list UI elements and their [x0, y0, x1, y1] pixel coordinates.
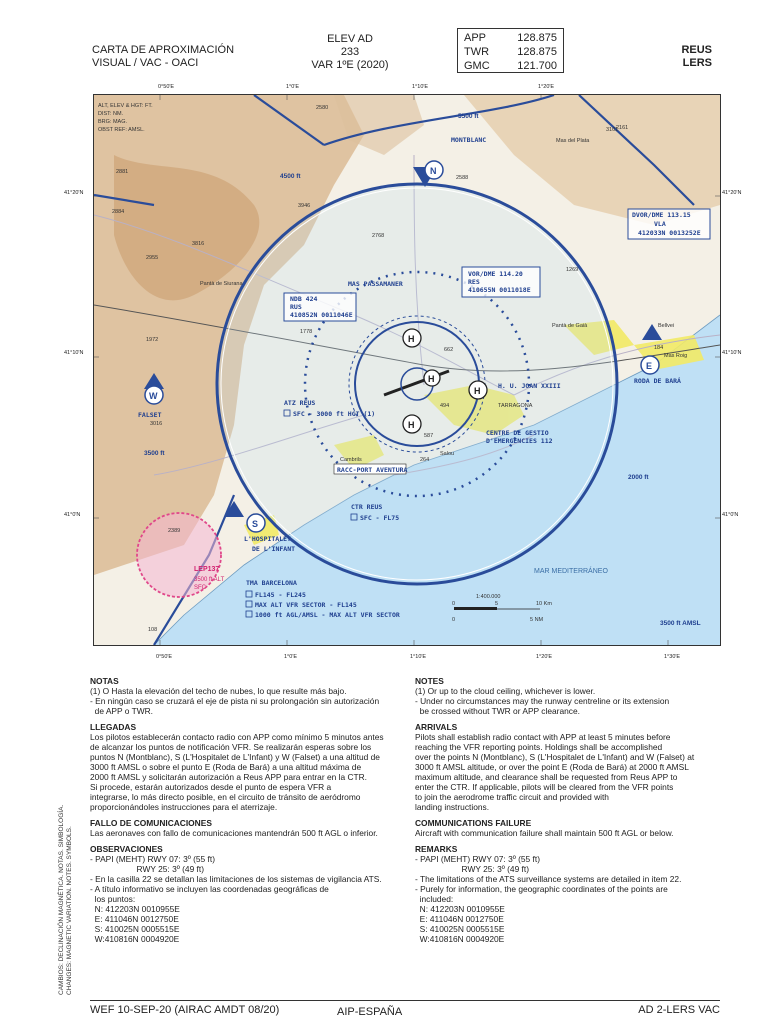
- elevation-label: 2389: [168, 528, 181, 534]
- vfr-letter: E: [646, 361, 653, 371]
- footer-publication: AIP-ESPAÑA: [337, 1006, 403, 1018]
- lon-label: 1°30'E: [664, 654, 681, 660]
- notes-heading: ARRIVALS: [415, 722, 458, 732]
- vor-box[interactable]: [462, 267, 540, 297]
- altitude-label: 3500 ft: [144, 450, 165, 457]
- frequency-box: [457, 28, 564, 73]
- gaia-label: Pantà de Gaià: [552, 323, 588, 329]
- scale-tick: 5 NM: [530, 617, 544, 623]
- racc-label-box: [334, 464, 408, 474]
- freq-value: 128.875: [517, 32, 557, 44]
- elevation-label: 2588: [456, 175, 469, 181]
- ndb-line3: 410852N 0011046E: [290, 311, 353, 319]
- elevation-label: 2955: [146, 255, 159, 261]
- notes-spanish: [90, 676, 405, 944]
- restricted-area-lep137: [137, 513, 221, 597]
- ndb-line2: RUS: [290, 303, 302, 311]
- elevation-label: 264: [420, 457, 430, 463]
- elevation-label: 1778: [300, 329, 313, 335]
- freq-row: [464, 31, 557, 45]
- lon-label: 1°20'E: [538, 84, 555, 90]
- elevation-label: 3816: [192, 241, 205, 247]
- scale-tick: 5: [495, 601, 499, 607]
- notes-heading: FALLO DE COMUNICACIONES: [90, 818, 212, 828]
- scale-tick: 10 Km: [536, 601, 552, 607]
- cge-label-2: D'EMERGÈNCIES 112: [486, 437, 553, 445]
- notes-text: (1) Or up to the cloud ceiling, whichever is lower. - Under no circumstances may the runway centreline or its extension be crossed without TWR or APP clearance.: [415, 686, 670, 716]
- notes-english: [415, 676, 720, 944]
- freq-service: APP: [464, 32, 487, 44]
- elevation-block: [300, 33, 400, 72]
- freq-row: [464, 59, 557, 73]
- legend-line: OBST REF: AMSL.: [98, 127, 145, 133]
- altitude-label: 3500 ft AMSL: [660, 620, 701, 627]
- elevation-label: 2881: [116, 169, 129, 175]
- cge-label-1: CENTRE DE GESTIO: [486, 429, 549, 437]
- lon-label: 1°20'E: [536, 654, 553, 660]
- elev-value: 233: [340, 46, 360, 58]
- lat-label: 41°0'N: [722, 512, 739, 518]
- vor-line2: RES: [468, 278, 480, 286]
- vfr-letter: W: [149, 391, 158, 401]
- notes-text: Aircraft with communication failure shall maintain 500 ft AGL or below.: [415, 828, 674, 838]
- aerodrome-icao: LERS: [682, 57, 712, 69]
- legend-line: ALT, ELEV & HGT: FT.: [98, 103, 153, 109]
- aerodrome-name: REUS: [681, 44, 712, 56]
- tma-label-2: FL145 - FL245: [255, 591, 306, 599]
- lon-label: 0°50'E: [158, 84, 175, 90]
- hospital-label: H. U. JOAN XXIII: [498, 382, 561, 390]
- freq-value: 128.875: [517, 46, 557, 58]
- elevation-label: 2768: [372, 233, 385, 239]
- mas-del-plata-label: Mas del Plata: [556, 138, 590, 144]
- notes-heading: NOTES: [415, 676, 444, 686]
- elevation-label: 2161: [616, 125, 629, 131]
- elevation-label: 662: [444, 347, 454, 353]
- elevation-label: 494: [440, 403, 450, 409]
- lat-label: 41°10'N: [64, 350, 84, 356]
- freq-service: TWR: [464, 46, 490, 58]
- elevation-label: 587: [424, 433, 434, 439]
- tarragona-label: TARRAGONA: [498, 403, 533, 409]
- hospitalet-label-1: L'HOSPITALET: [244, 535, 291, 543]
- notes-text: Pilots shall establish radio contact with APP at least 5 minutes before reaching the VFR reporting points. Holdings shall be accomplished over the points N (Montblanc), S (L'Hospitalet de L'Infant) and W (Falset) at 3000 ft AMSL altitude, or over the point E (Roda de Bará) at 2000 ft AMSL maximum altitude, and clearance shall be requested from Reus APP to enter the CTR. If applicable, pilots will be cleared from the VFR points to join the aerodrome traffic circuit and provided with landing instructions.: [415, 732, 695, 812]
- racc-label: RACC-PORT AVENTURA: [337, 466, 408, 474]
- notes-text: - PAPI (MEHT) RWY 07: 3º (55 ft) RWY 25: 3º (49 ft) - The limitations of the ATS surveillance systems are detailed in item 22. - Purely for information, the geographic coordinates of the points are included: N: 412203N 0010955E E: 411046N 0012750E S: 410025N 0005515E W:410816N 0004920E: [415, 854, 682, 944]
- svg-text:H: H: [408, 334, 415, 344]
- falset-label: FALSET: [138, 411, 162, 419]
- lon-labels-bottom: [0, 654, 768, 664]
- lat-label: 41°20'N: [722, 190, 742, 196]
- ctr-label-2: SFC - FL75: [360, 514, 400, 522]
- chart-title-line1: CARTA DE APROXIMACIÓN: [92, 44, 235, 56]
- dvor-box[interactable]: [628, 209, 710, 239]
- lon-labels-top: [0, 84, 768, 94]
- footer-wef: WEF 10-SEP-20 (AIRAC AMDT 08/20): [90, 1004, 280, 1016]
- elevation-label: 108: [148, 627, 158, 633]
- scale-ratio: 1:400.000: [476, 594, 501, 600]
- lat-label: 41°20'N: [64, 190, 84, 196]
- lon-label: 0°50'E: [156, 654, 173, 660]
- elevation-label: 1269: [566, 267, 579, 273]
- vor-line3: 410655N 0011018E: [468, 286, 531, 294]
- vfr-letter: N: [430, 166, 437, 176]
- sea-label: MAR MEDITERRÁNEO: [534, 568, 608, 575]
- dvor-line1: DVOR/DME 113.15: [632, 211, 691, 219]
- notes-text: Los pilotos establecerán contacto radio con APP como mínimo 5 minutos antes de alcanzar los puntos de notificación VFR. Se realizarán esperas sobre los puntos N (Montblanc), S (L'Hospitalet de L'Infant) y W (Falset) a una altitud de 3000 ft AMSL o sobre el punto E (Roda de Bará) a una altitud máxima de 2000 ft AMSL y solicitarán autorización a Reus APP para entrar en la CTR. Si procede, estarán autorizados desde el punto de espera VFR a integrarse, lo más directo posible, en el circuito de tránsito de aeródromo proporcionándoles instrucciones para el aterrizaje.: [90, 732, 384, 812]
- elevation-label: 3101: [606, 127, 619, 133]
- tma-label-4: 1000 ft AGL/AMSL - MAX ALT VFR SECTOR: [255, 611, 400, 619]
- scale-tick: 0: [452, 601, 456, 607]
- hospitalet-label-2: DE L'INFANT: [252, 545, 296, 553]
- tma-label-3: MAX ALT VFR SECTOR - FL145: [255, 601, 357, 609]
- atz-label-1: ATZ REUS: [284, 399, 316, 407]
- svg-text:H: H: [408, 420, 415, 430]
- tma-label-1: TMA BARCELONA: [246, 579, 297, 587]
- lon-label: 1°10'E: [412, 84, 429, 90]
- notes-text: (1) O Hasta la elevación del techo de nubes, lo que resulte más bajo. - En ningún caso se cruzará el eje de pista ni su prolongación sin autorización de APP o TWR.: [90, 686, 380, 716]
- dvor-line3: 412033N 0013252E: [638, 229, 701, 237]
- freq-row: [464, 45, 557, 59]
- footer-rule: [90, 1000, 720, 1001]
- restricted-id: LEP137: [194, 566, 220, 573]
- ndb-line1: NDB 424: [290, 295, 318, 303]
- freq-service: GMC: [464, 60, 490, 72]
- dvor-line2: VLA: [654, 220, 666, 228]
- ndb-box[interactable]: [284, 293, 356, 321]
- notes-heading: OBSERVACIONES: [90, 844, 163, 854]
- roda-de-bara-label: RODA DE BARÁ: [634, 377, 681, 385]
- mas-passamaner-label: MAS PASSAMANER: [348, 280, 403, 288]
- svg-text:H: H: [474, 386, 481, 396]
- lon-label: 1°0'E: [286, 84, 300, 90]
- elev-label: ELEV AD: [327, 33, 373, 45]
- elevation-label: 1972: [146, 337, 159, 343]
- ctr-label-1: CTR REUS: [351, 503, 383, 511]
- freq-value: 121.700: [517, 60, 557, 72]
- footer-page-id: AD 2-LERS VAC: [638, 1004, 720, 1016]
- lon-label: 1°10'E: [410, 654, 427, 660]
- chart-title-line2: VISUAL / VAC - OACI: [92, 57, 199, 69]
- vac-map[interactable]: [93, 94, 721, 646]
- altitude-label: 4500 ft: [280, 173, 301, 180]
- chart-title: [92, 44, 234, 70]
- elevation-label: 2580: [316, 105, 329, 111]
- salou-label: Salou: [440, 451, 455, 457]
- restricted-lower: SFC: [194, 585, 206, 591]
- lat-label: 41°0'N: [64, 512, 81, 518]
- lat-label: 41°10'N: [722, 350, 742, 356]
- notes-text: Las aeronaves con fallo de comunicaciones mantendrán 500 ft AGL o inferior.: [90, 828, 378, 838]
- changes-side-note: CAMBIOS: DECLINACIÓN MAGNÉTICA. NOTAS. SIMBOLOGÍA. CHANGES: MAGNETIC VARIATION. NOTES. SYMBOLS.: [58, 804, 73, 995]
- notes-heading: LLEGADAS: [90, 722, 137, 732]
- mas-roig-label: Mas Roig: [664, 353, 688, 359]
- montblanc-label: MONTBLANC: [451, 136, 487, 144]
- scale-tick: 0: [452, 617, 456, 623]
- vfr-letter: S: [252, 519, 259, 529]
- svg-text:H: H: [428, 374, 435, 384]
- lon-label: 1°0'E: [284, 654, 298, 660]
- aerodrome-id: [660, 44, 712, 70]
- vor-line1: VOR/DME 114.20: [468, 270, 523, 278]
- atz-label-2: SFC - 3000 ft HGT (1): [293, 410, 376, 418]
- notes-heading: COMMUNICATIONS FAILURE: [415, 818, 532, 828]
- elevation-label: 3946: [298, 203, 311, 209]
- altitude-label: 5500 ft: [458, 113, 479, 120]
- notes-heading: NOTAS: [90, 676, 119, 686]
- elevation-label: 2884: [112, 209, 125, 215]
- elevation-label: 184: [654, 345, 664, 351]
- cambrils-label: Cambrils: [340, 457, 362, 463]
- bellvei-label: Bellvei: [658, 323, 675, 329]
- notes-heading: REMARKS: [415, 844, 458, 854]
- restricted-upper: 3500 ft ALT: [194, 577, 225, 583]
- notes-text: - PAPI (MEHT) RWY 07: 3º (55 ft) RWY 25: 3º (49 ft) - En la casilla 22 se detallan las limitaciones de los sistemas de vigilancia ATS. - A título informativo se incluyen las coordenadas geográficas de los puntos: N: 412203N 0010955E E: 411046N 0012750E S: 410025N 0005515E W:410816N 0004920E: [90, 854, 382, 944]
- elevation-label: 3016: [150, 421, 163, 427]
- altitude-label: 2000 ft: [628, 474, 649, 481]
- legend-line: BRG: MAG.: [98, 119, 128, 125]
- var-label: VAR 1ºE (2020): [311, 59, 389, 71]
- legend-line: DIST: NM.: [98, 111, 124, 117]
- siurana-label: Pantà de Siurana: [200, 281, 243, 287]
